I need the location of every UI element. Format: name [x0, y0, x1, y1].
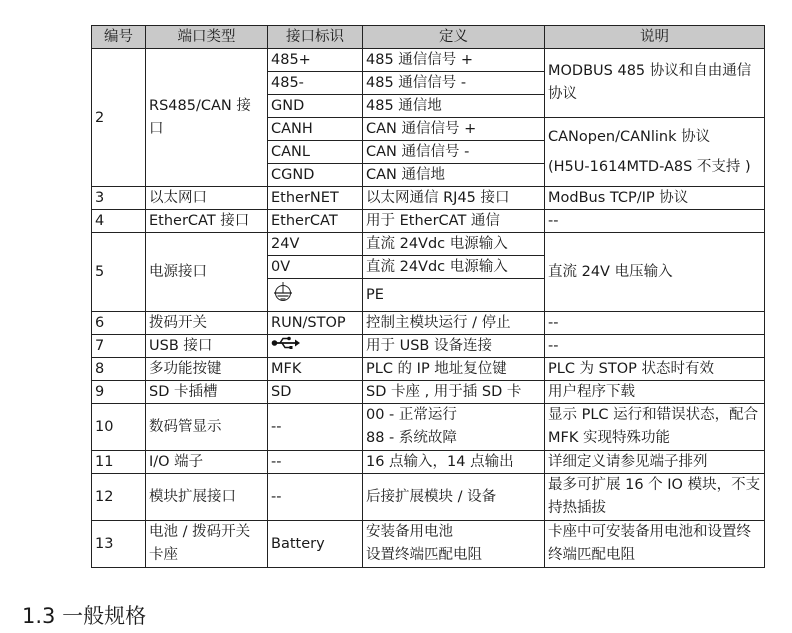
table-row: [92, 312, 765, 335]
header-port-type: 端口类型: [146, 26, 268, 49]
cell-desc: 显示 PLC 运行和错误状态，配合 MFK 实现特殊功能: [545, 404, 765, 451]
cell-id: CANL: [268, 141, 363, 164]
cell-id: [268, 335, 363, 358]
cell-port-type: USB 接口: [146, 335, 268, 358]
cell-desc: 详细定义请参见端子排列: [545, 451, 765, 474]
cell-no: 8: [92, 358, 146, 381]
cell-no: 4: [92, 210, 146, 233]
cell-def: PLC 的 IP 地址复位键: [363, 358, 545, 381]
cell-id: GND: [268, 95, 363, 118]
cell-no: 2: [92, 49, 146, 187]
cell-def: 16 点输入，14 点输出: [363, 451, 545, 474]
cell-no: 3: [92, 187, 146, 210]
cell-def: 直流 24Vdc 电源输入: [363, 233, 545, 256]
header-definition: 定义: [363, 26, 545, 49]
def-line: 安装备用电池: [366, 524, 453, 540]
table-row: [92, 187, 765, 210]
cell-id: 485+: [268, 49, 363, 72]
cell-desc: 最多可扩展 16 个 IO 模块，不支持热插拔: [545, 474, 765, 521]
cell-desc: 卡座中可安装备用电池和设置终终端匹配电阻: [545, 521, 765, 568]
cell-port-type: RS485/CAN 接口: [146, 49, 268, 187]
cell-id: Battery: [268, 521, 363, 568]
cell-port-type: SD 卡插槽: [146, 381, 268, 404]
table-row: [92, 521, 765, 568]
cell-no: 6: [92, 312, 146, 335]
cell-port-type: 拨码开关: [146, 312, 268, 335]
table-row: [92, 358, 765, 381]
cell-id: EtherNET: [268, 187, 363, 210]
cell-def: CAN 通信地: [363, 164, 545, 187]
cell-no: 13: [92, 521, 146, 568]
cell-def: SD 卡座 , 用于插 SD 卡: [363, 381, 545, 404]
cell-def: 后接扩展模块 / 设备: [363, 474, 545, 521]
cell-def: CAN 通信信号 +: [363, 118, 545, 141]
def-line: 设置终端匹配电阻: [366, 547, 482, 563]
cell-port-type: 模块扩展接口: [146, 474, 268, 521]
cell-port-type: 以太网口: [146, 187, 268, 210]
cell-no: 11: [92, 451, 146, 474]
cell-def: 用于 EtherCAT 通信: [363, 210, 545, 233]
cell-desc: MODBUS 485 协议和自由通信协议: [545, 49, 765, 118]
table-row: [92, 49, 765, 72]
cell-def: [363, 521, 545, 568]
desc-line: CANopen/CANlink 协议: [548, 129, 711, 145]
def-line: 00 - 正常运行: [366, 407, 457, 423]
cell-desc: [545, 118, 765, 187]
cell-def: 485 通信地: [363, 95, 545, 118]
cell-id: CANH: [268, 118, 363, 141]
cell-id: EtherCAT: [268, 210, 363, 233]
cell-desc: --: [545, 335, 765, 358]
header-interface-id: 接口标识: [268, 26, 363, 49]
cell-def: PE: [363, 279, 545, 312]
table-header-row: [92, 26, 765, 49]
desc-line: (H5U-1614MTD-A8S 不支持 ): [548, 159, 751, 175]
cell-port-type: 多功能按键: [146, 358, 268, 381]
section-title: 1.3 一般规格: [22, 604, 147, 628]
cell-id: SD: [268, 381, 363, 404]
cell-no: 5: [92, 233, 146, 312]
cell-id: 24V: [268, 233, 363, 256]
port-spec-table: [91, 25, 765, 568]
usb-icon: [271, 335, 301, 357]
cell-id: CGND: [268, 164, 363, 187]
cell-no: 12: [92, 474, 146, 521]
cell-desc: --: [545, 312, 765, 335]
header-description: 说明: [545, 26, 765, 49]
cell-def: 以太网通信 RJ45 接口: [363, 187, 545, 210]
cell-no: 9: [92, 381, 146, 404]
cell-no: 10: [92, 404, 146, 451]
cell-port-type: EtherCAT 接口: [146, 210, 268, 233]
cell-desc: --: [545, 210, 765, 233]
cell-id: --: [268, 451, 363, 474]
cell-def: [363, 404, 545, 451]
table-row: [92, 451, 765, 474]
def-line: 88 - 系统故障: [366, 430, 457, 446]
cell-desc: ModBus TCP/IP 协议: [545, 187, 765, 210]
cell-desc: PLC 为 STOP 状态时有效: [545, 358, 765, 381]
cell-id: --: [268, 404, 363, 451]
header-no: 编号: [92, 26, 146, 49]
cell-def: 485 通信信号 -: [363, 72, 545, 95]
cell-port-type: I/O 端子: [146, 451, 268, 474]
table-row: [92, 381, 765, 404]
cell-port-type: 电源接口: [146, 233, 268, 312]
cell-def: CAN 通信信号 -: [363, 141, 545, 164]
cell-port-type: 电池 / 拨码开关卡座: [146, 521, 268, 568]
cell-desc: 用户程序下载: [545, 381, 765, 404]
cell-port-type: 数码管显示: [146, 404, 268, 451]
cell-id: 0V: [268, 256, 363, 279]
table-row: [92, 210, 765, 233]
cell-desc: 直流 24V 电压输入: [545, 233, 765, 312]
cell-id: RUN/STOP: [268, 312, 363, 335]
table-row: [92, 335, 765, 358]
ground-icon: [271, 281, 295, 310]
cell-id: MFK: [268, 358, 363, 381]
cell-def: 控制主模块运行 / 停止: [363, 312, 545, 335]
cell-def: 直流 24Vdc 电源输入: [363, 256, 545, 279]
cell-id: 485-: [268, 72, 363, 95]
cell-id: [268, 279, 363, 312]
table-row: [92, 233, 765, 256]
table-row: [92, 404, 765, 451]
cell-def: 用于 USB 设备连接: [363, 335, 545, 358]
cell-no: 7: [92, 335, 146, 358]
cell-def: 485 通信信号 +: [363, 49, 545, 72]
table-row: [92, 474, 765, 521]
cell-id: --: [268, 474, 363, 521]
